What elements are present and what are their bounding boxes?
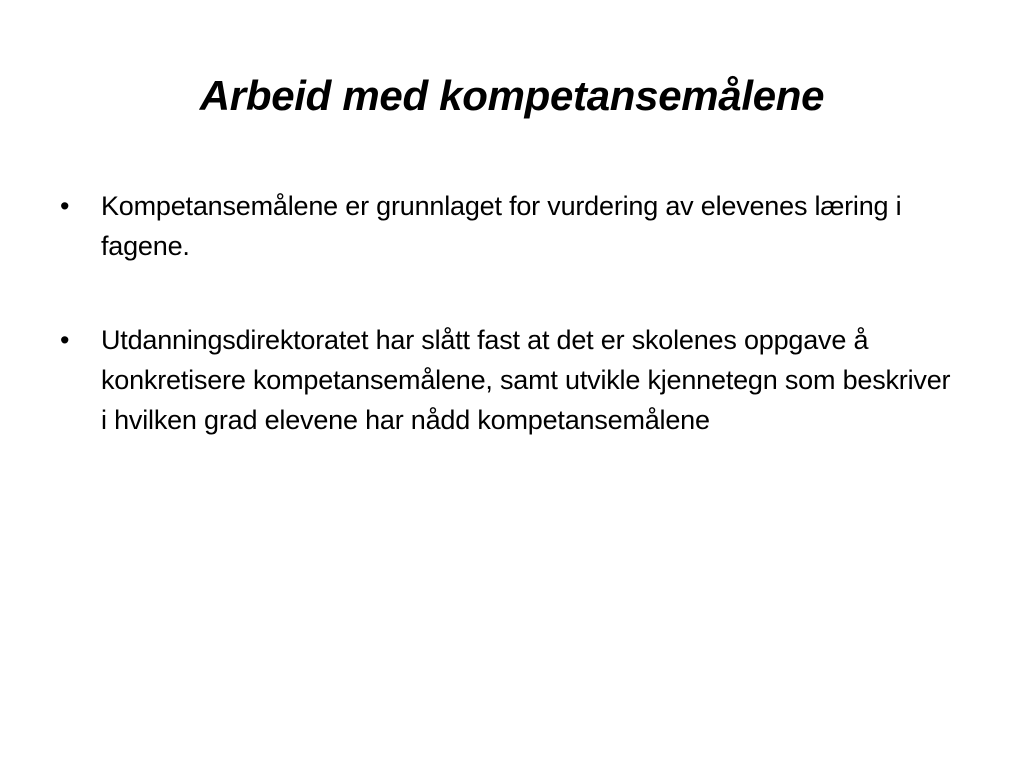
bullet-list (60, 186, 960, 494)
bullet-text: Utdanningsdirektoratet har slått fast at det er skolenes oppgave å konkretisere kompetansemålene, samt utvikle kjennetegn som beskriver i hvilken grad elevene har nådd kompetansemålene (101, 325, 951, 435)
bullet-icon: • (60, 325, 70, 355)
bullet-icon: • (60, 191, 70, 221)
slide-title: Arbeid med kompetansemålene (199, 72, 825, 119)
bullet-item (60, 320, 960, 440)
bullet-text: Kompetansemålene er grunnlaget for vurdering av elevenes læring i fagene. (101, 191, 902, 261)
bullet-item (60, 186, 960, 266)
